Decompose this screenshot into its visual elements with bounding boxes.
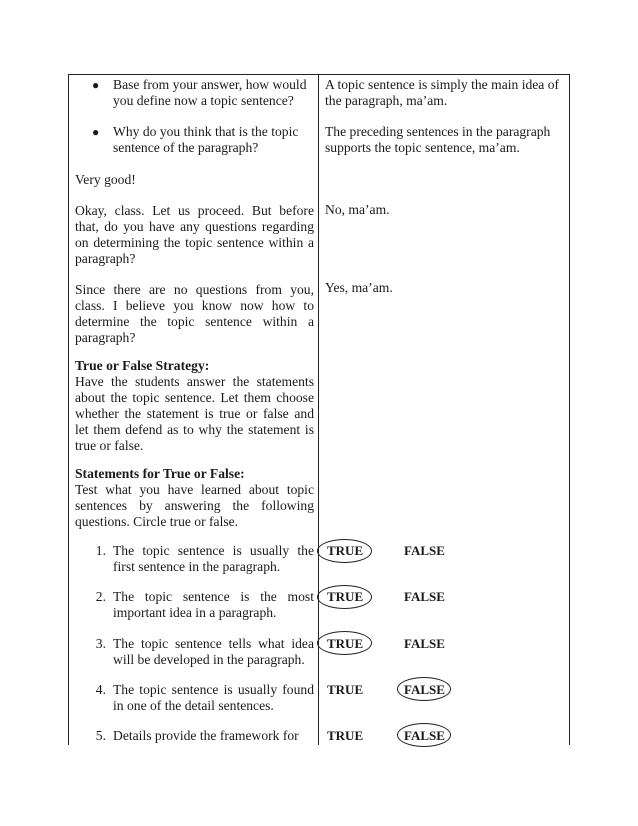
- false-option: FALSE: [404, 682, 445, 697]
- statement-text: Details provide the framework for: [113, 728, 299, 743]
- false-option: FALSE: [404, 636, 445, 651]
- teacher-proceed: Okay, class. Let us proceed. But before that, do you have any questions regarding on determining the topic sentence within a paragraph?: [75, 203, 314, 266]
- true-option: TRUE: [327, 543, 364, 558]
- statement-text: The topic sentence tells what idea will be developed in the paragraph.: [113, 636, 314, 667]
- bullet-icon: ●: [92, 78, 100, 92]
- statement-number: 5.: [95, 728, 106, 743]
- statements-heading: Statements for True or False:: [75, 466, 245, 481]
- statement-text: The topic sentence is usually found in one of the detail sentences.: [113, 682, 314, 713]
- question-define-topic-sentence: Base from your answer, how would you define now a topic sentence?: [113, 77, 307, 108]
- teacher-very-good: Very good!: [75, 172, 136, 187]
- statement-text: The topic sentence is usually the first sentence in the paragraph.: [113, 543, 314, 574]
- answer-yes-maam: Yes, ma’am.: [325, 280, 393, 295]
- false-option: FALSE: [404, 589, 445, 604]
- question-why-topic-sentence: Why do you think that is the topic sentence of the paragraph?: [113, 124, 299, 155]
- statement-number: 3.: [95, 636, 106, 651]
- true-option: TRUE: [327, 589, 364, 604]
- statement-number: 2.: [95, 589, 106, 604]
- statement-number: 1.: [95, 543, 106, 558]
- true-option: TRUE: [327, 682, 364, 697]
- statement-text: The topic sentence is the most important idea in a paragraph.: [113, 589, 314, 620]
- false-option: FALSE: [404, 543, 445, 558]
- statements-intro: Test what you have learned about topic sentences by answering the following questions. Circle true or false.: [75, 482, 314, 529]
- bullet-icon: ●: [92, 125, 100, 139]
- strategy-heading: True or False Strategy:: [75, 358, 210, 373]
- true-option: TRUE: [327, 636, 364, 651]
- answer-no-maam: No, ma’am.: [325, 202, 390, 217]
- true-option: TRUE: [327, 728, 364, 743]
- strategy-body: Have the students answer the statements about the topic sentence. Let them choose whether the statement is true or false and let them defend as to why the statement is true or false.: [75, 374, 314, 453]
- statement-number: 4.: [95, 682, 106, 697]
- teacher-no-questions: Since there are no questions from you, class. I believe you know now how to determine the topic sentence within a paragraph?: [75, 282, 314, 345]
- answer-main-idea: A topic sentence is simply the main idea of the paragraph, ma’am.: [325, 77, 560, 108]
- answer-supports: The preceding sentences in the paragraph supports the topic sentence, ma’am.: [325, 124, 551, 155]
- false-option: FALSE: [404, 728, 445, 743]
